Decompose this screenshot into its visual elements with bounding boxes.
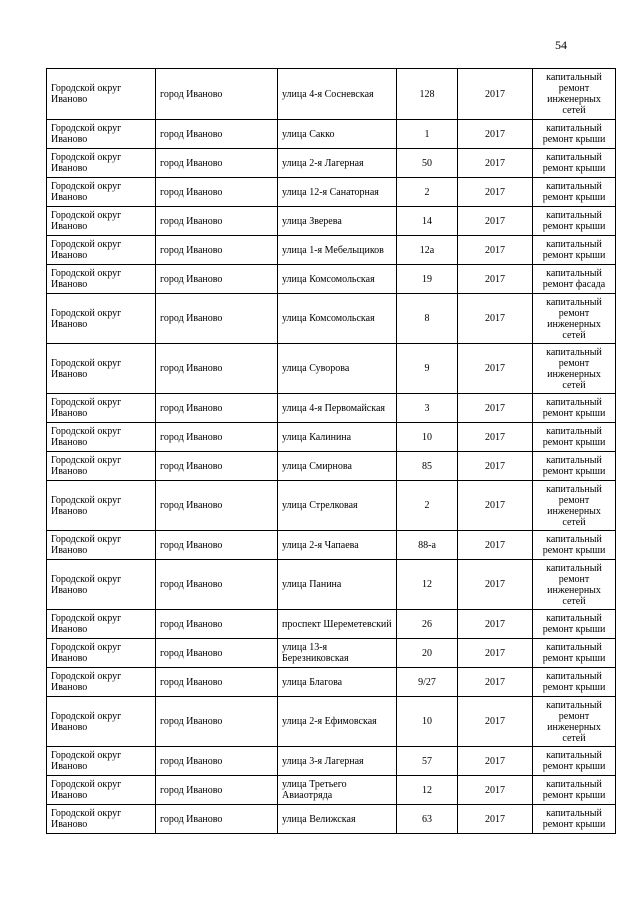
table-row <box>47 236 616 265</box>
work-type-cell: капитальный ремонт крыши <box>533 120 616 149</box>
city-cell: город Иваново <box>156 776 278 805</box>
table-body <box>47 69 616 834</box>
okrug-cell: Городской округ Иваново <box>47 805 156 834</box>
street-cell: улица Комсомольская <box>278 265 397 294</box>
house-number-cell: 88-а <box>397 531 458 560</box>
year-cell: 2017 <box>458 294 533 344</box>
year-cell: 2017 <box>458 481 533 531</box>
work-type-cell: капитальный ремонт фасада <box>533 265 616 294</box>
work-type-cell: капитальный ремонт крыши <box>533 178 616 207</box>
table-row <box>47 452 616 481</box>
work-type-cell: капитальный ремонт инженерных сетей <box>533 481 616 531</box>
year-cell: 2017 <box>458 639 533 668</box>
city-cell: город Иваново <box>156 178 278 207</box>
city-cell: город Иваново <box>156 120 278 149</box>
year-cell: 2017 <box>458 747 533 776</box>
okrug-cell: Городской округ Иваново <box>47 776 156 805</box>
street-cell: улица Суворова <box>278 344 397 394</box>
okrug-cell: Городской округ Иваново <box>47 531 156 560</box>
table-row <box>47 776 616 805</box>
street-cell: улица Сакко <box>278 120 397 149</box>
city-cell: город Иваново <box>156 207 278 236</box>
year-cell: 2017 <box>458 452 533 481</box>
okrug-cell: Городской округ Иваново <box>47 178 156 207</box>
work-type-cell: капитальный ремонт крыши <box>533 639 616 668</box>
okrug-cell: Городской округ Иваново <box>47 207 156 236</box>
year-cell: 2017 <box>458 207 533 236</box>
repair-table <box>46 68 616 834</box>
page-number: 54 <box>555 38 567 52</box>
house-number-cell: 8 <box>397 294 458 344</box>
work-type-cell: капитальный ремонт крыши <box>533 805 616 834</box>
house-number-cell: 9 <box>397 344 458 394</box>
table-row <box>47 178 616 207</box>
table-row <box>47 207 616 236</box>
year-cell: 2017 <box>458 805 533 834</box>
table-row <box>47 531 616 560</box>
okrug-cell: Городской округ Иваново <box>47 394 156 423</box>
table-row <box>47 149 616 178</box>
okrug-cell: Городской округ Иваново <box>47 697 156 747</box>
city-cell: город Иваново <box>156 610 278 639</box>
year-cell: 2017 <box>458 236 533 265</box>
table-row <box>47 294 616 344</box>
work-type-cell: капитальный ремонт крыши <box>533 531 616 560</box>
city-cell: город Иваново <box>156 697 278 747</box>
year-cell: 2017 <box>458 265 533 294</box>
street-cell: проспект Шереметевский <box>278 610 397 639</box>
okrug-cell: Городской округ Иваново <box>47 149 156 178</box>
street-cell: улица 1-я Мебельщиков <box>278 236 397 265</box>
house-number-cell: 85 <box>397 452 458 481</box>
street-cell: улица 2-я Лагерная <box>278 149 397 178</box>
street-cell: улица 4-я Первомайская <box>278 394 397 423</box>
street-cell: улица Зверева <box>278 207 397 236</box>
city-cell: город Иваново <box>156 394 278 423</box>
year-cell: 2017 <box>458 344 533 394</box>
street-cell: улица 4-я Сосневская <box>278 69 397 120</box>
year-cell: 2017 <box>458 394 533 423</box>
okrug-cell: Городской округ Иваново <box>47 236 156 265</box>
work-type-cell: капитальный ремонт инженерных сетей <box>533 697 616 747</box>
okrug-cell: Городской округ Иваново <box>47 265 156 294</box>
table-row <box>47 423 616 452</box>
work-type-cell: капитальный ремонт инженерных сетей <box>533 294 616 344</box>
street-cell: улица Третьего Авиаотряда <box>278 776 397 805</box>
okrug-cell: Городской округ Иваново <box>47 452 156 481</box>
street-cell: улица Смирнова <box>278 452 397 481</box>
city-cell: город Иваново <box>156 747 278 776</box>
street-cell: улица Калинина <box>278 423 397 452</box>
work-type-cell: капитальный ремонт крыши <box>533 207 616 236</box>
year-cell: 2017 <box>458 610 533 639</box>
okrug-cell: Городской округ Иваново <box>47 747 156 776</box>
table-row <box>47 560 616 610</box>
table-row <box>47 394 616 423</box>
year-cell: 2017 <box>458 776 533 805</box>
table-row <box>47 805 616 834</box>
year-cell: 2017 <box>458 423 533 452</box>
work-type-cell: капитальный ремонт крыши <box>533 423 616 452</box>
street-cell: улица Панина <box>278 560 397 610</box>
year-cell: 2017 <box>458 178 533 207</box>
house-number-cell: 19 <box>397 265 458 294</box>
year-cell: 2017 <box>458 531 533 560</box>
table-row <box>47 265 616 294</box>
city-cell: город Иваново <box>156 294 278 344</box>
city-cell: город Иваново <box>156 805 278 834</box>
street-cell: улица 2-я Ефимовская <box>278 697 397 747</box>
city-cell: город Иваново <box>156 481 278 531</box>
year-cell: 2017 <box>458 69 533 120</box>
city-cell: город Иваново <box>156 639 278 668</box>
work-type-cell: капитальный ремонт крыши <box>533 668 616 697</box>
city-cell: город Иваново <box>156 423 278 452</box>
okrug-cell: Городской округ Иваново <box>47 344 156 394</box>
house-number-cell: 128 <box>397 69 458 120</box>
street-cell: улица 3-я Лагерная <box>278 747 397 776</box>
street-cell: улица Стрелковая <box>278 481 397 531</box>
okrug-cell: Городской округ Иваново <box>47 294 156 344</box>
okrug-cell: Городской округ Иваново <box>47 639 156 668</box>
house-number-cell: 63 <box>397 805 458 834</box>
city-cell: город Иваново <box>156 531 278 560</box>
year-cell: 2017 <box>458 668 533 697</box>
house-number-cell: 20 <box>397 639 458 668</box>
house-number-cell: 12 <box>397 776 458 805</box>
house-number-cell: 12а <box>397 236 458 265</box>
city-cell: город Иваново <box>156 560 278 610</box>
street-cell: улица 12-я Санаторная <box>278 178 397 207</box>
city-cell: город Иваново <box>156 149 278 178</box>
table-row <box>47 69 616 120</box>
work-type-cell: капитальный ремонт инженерных сетей <box>533 560 616 610</box>
street-cell: улица Комсомольская <box>278 294 397 344</box>
year-cell: 2017 <box>458 120 533 149</box>
table-row <box>47 344 616 394</box>
house-number-cell: 2 <box>397 481 458 531</box>
work-type-cell: капитальный ремонт крыши <box>533 149 616 178</box>
okrug-cell: Городской округ Иваново <box>47 560 156 610</box>
house-number-cell: 9/27 <box>397 668 458 697</box>
house-number-cell: 12 <box>397 560 458 610</box>
city-cell: город Иваново <box>156 452 278 481</box>
table-row <box>47 747 616 776</box>
table-row <box>47 610 616 639</box>
work-type-cell: капитальный ремонт крыши <box>533 236 616 265</box>
street-cell: улица Благова <box>278 668 397 697</box>
okrug-cell: Городской округ Иваново <box>47 668 156 697</box>
work-type-cell: капитальный ремонт крыши <box>533 452 616 481</box>
house-number-cell: 3 <box>397 394 458 423</box>
house-number-cell: 26 <box>397 610 458 639</box>
okrug-cell: Городской округ Иваново <box>47 120 156 149</box>
city-cell: город Иваново <box>156 265 278 294</box>
street-cell: улица 2-я Чапаева <box>278 531 397 560</box>
street-cell: улица Велижская <box>278 805 397 834</box>
year-cell: 2017 <box>458 560 533 610</box>
table-row <box>47 481 616 531</box>
okrug-cell: Городской округ Иваново <box>47 69 156 120</box>
city-cell: город Иваново <box>156 344 278 394</box>
work-type-cell: капитальный ремонт крыши <box>533 610 616 639</box>
work-type-cell: капитальный ремонт крыши <box>533 394 616 423</box>
table-row <box>47 120 616 149</box>
work-type-cell: капитальный ремонт крыши <box>533 747 616 776</box>
house-number-cell: 10 <box>397 423 458 452</box>
work-type-cell: капитальный ремонт инженерных сетей <box>533 344 616 394</box>
house-number-cell: 10 <box>397 697 458 747</box>
table-row <box>47 639 616 668</box>
okrug-cell: Городской округ Иваново <box>47 610 156 639</box>
house-number-cell: 2 <box>397 178 458 207</box>
city-cell: город Иваново <box>156 69 278 120</box>
city-cell: город Иваново <box>156 236 278 265</box>
table-row <box>47 697 616 747</box>
house-number-cell: 57 <box>397 747 458 776</box>
house-number-cell: 14 <box>397 207 458 236</box>
city-cell: город Иваново <box>156 668 278 697</box>
table-row <box>47 668 616 697</box>
house-number-cell: 1 <box>397 120 458 149</box>
street-cell: улица 13-я Березниковская <box>278 639 397 668</box>
work-type-cell: капитальный ремонт крыши <box>533 776 616 805</box>
year-cell: 2017 <box>458 697 533 747</box>
okrug-cell: Городской округ Иваново <box>47 423 156 452</box>
year-cell: 2017 <box>458 149 533 178</box>
work-type-cell: капитальный ремонт инженерных сетей <box>533 69 616 120</box>
house-number-cell: 50 <box>397 149 458 178</box>
okrug-cell: Городской округ Иваново <box>47 481 156 531</box>
